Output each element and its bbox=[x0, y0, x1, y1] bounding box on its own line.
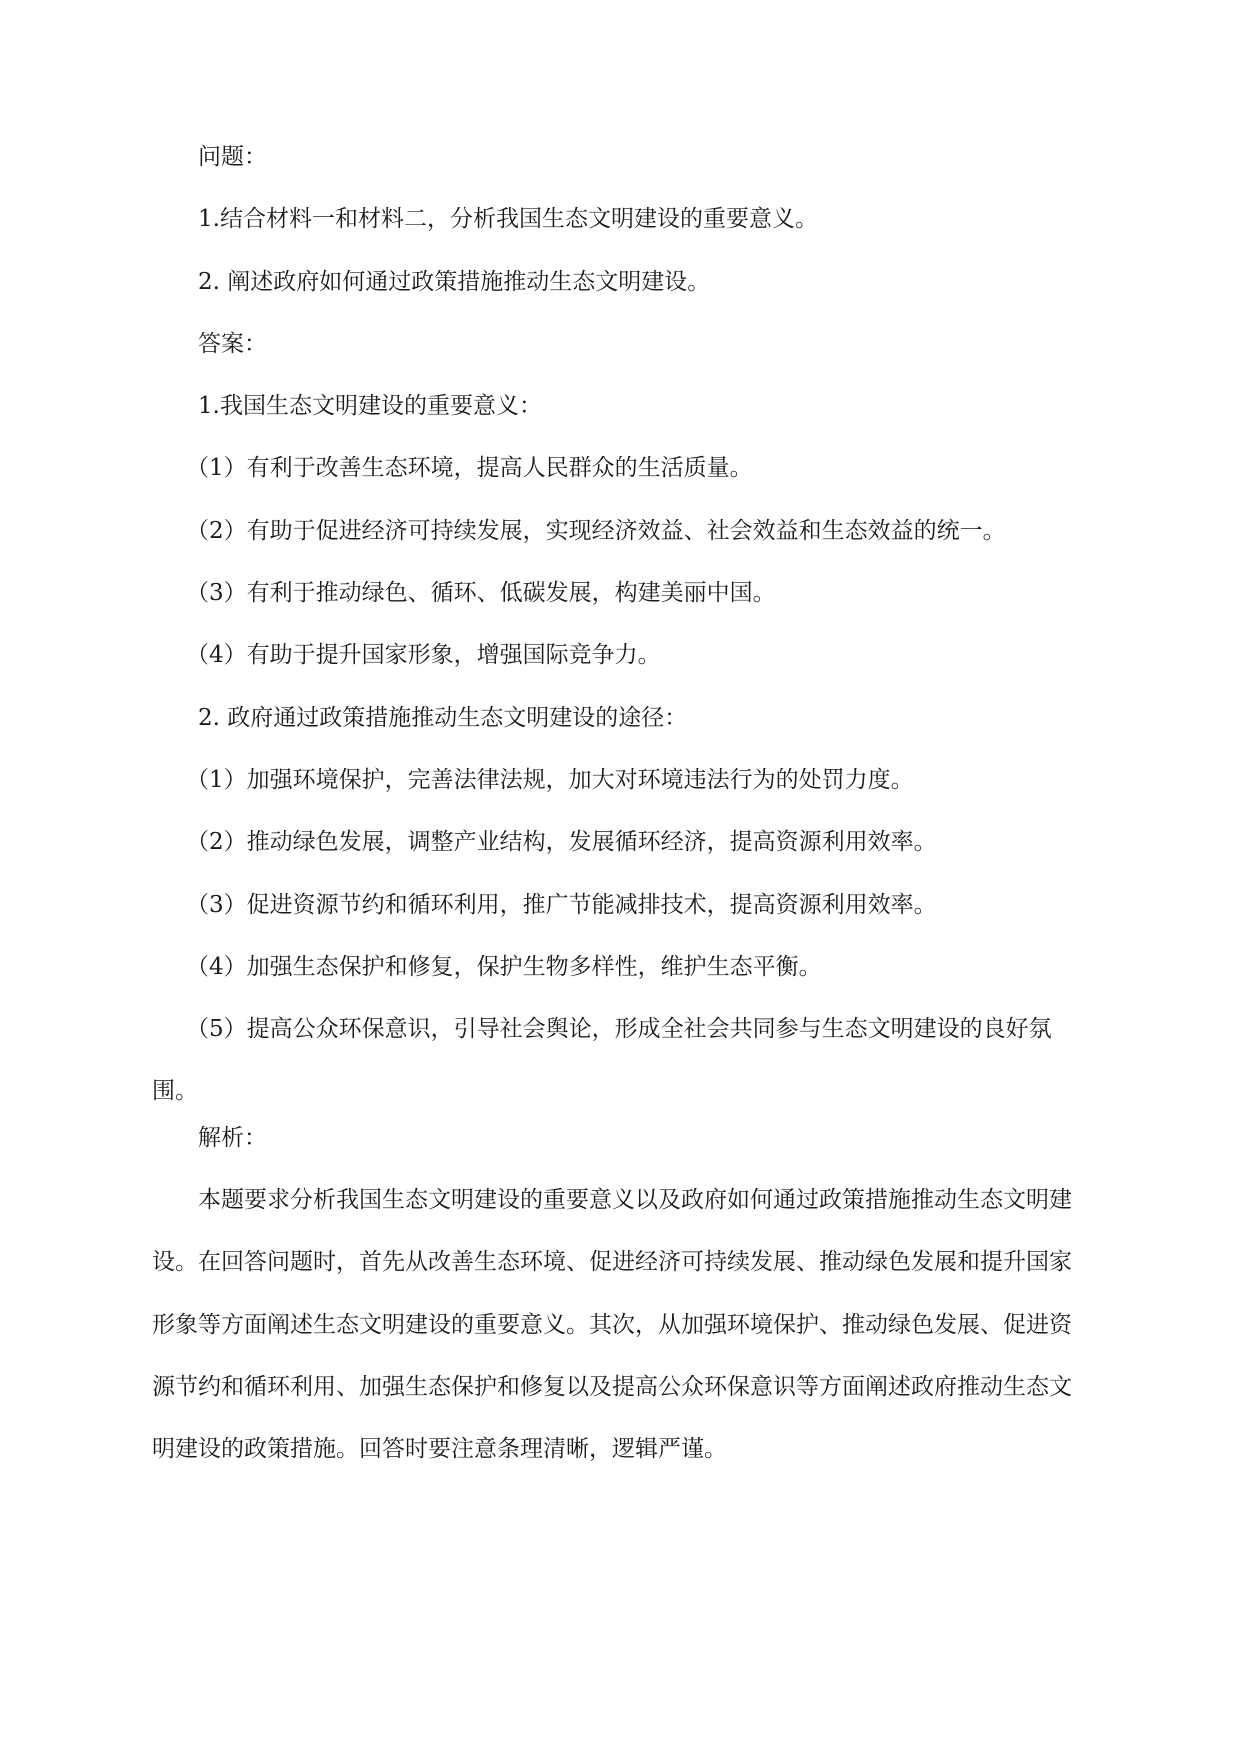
answer-1-item-4: （4）有助于提升国家形象，增强国际竞争力。 bbox=[186, 642, 661, 669]
answer-2-item-1: （1）加强环境保护，完善法律法规，加大对环境违法行为的处罚力度。 bbox=[186, 766, 914, 793]
question-heading: 问题： bbox=[198, 144, 267, 170]
analysis-paragraph: 本题要求分析我国生态文明建设的重要意义以及政府如何通过政策措施推动生态文明建设。在回答问题时，首先从改善生态环境、促进经济可持续发展、推动绿色发展和提升国家形象等方面阐述生态文明建设的重要意义。其次，从加强环境保护、推动绿色发展、促进资源节约和循环利用、加强生态保护和修复以及提高公众环保意识等方面阐述政府推动生态文明建设的政策措施。回答时要注意条理清晰，逻辑严谨。 bbox=[152, 1187, 1072, 1463]
answer-2-item-2: （2）推动绿色发展，调整产业结构，发展循环经济，提高资源利用效率。 bbox=[186, 829, 937, 856]
answer-2-item-4: （4）加强生态保护和修复，保护生物多样性，维护生态平衡。 bbox=[186, 953, 822, 980]
question-1: 1.结合材料一和材料二，分析我国生态文明建设的重要意义。 bbox=[198, 206, 818, 233]
answer-1-item-2: （2）有助于促进经济可持续发展，实现经济效益、社会效益和生态效益的统一。 bbox=[186, 517, 1006, 544]
answer-2-item-5-wrapper bbox=[152, 998, 1092, 1123]
answer-1-item-1: （1）有利于改善生态环境，提高人民群众的生活质量。 bbox=[186, 455, 753, 482]
answer-2-item-5: （5）提高公众环保意识，引导社会舆论，形成全社会共同参与生态文明建设的良好氛围。 bbox=[152, 1016, 1052, 1105]
document-content bbox=[152, 142, 1092, 1481]
answer-heading: 答案： bbox=[198, 330, 267, 357]
answer-2-title: 2. 政府通过政策措施推动生态文明建设的途径： bbox=[198, 704, 688, 731]
question-2: 2. 阐述政府如何通过政策措施推动生态文明建设。 bbox=[198, 268, 711, 295]
analysis-paragraph-wrapper bbox=[152, 1169, 1092, 1480]
analysis-heading: 解析： bbox=[198, 1124, 267, 1151]
answer-1-title: 1.我国生态文明建设的重要意义： bbox=[198, 393, 542, 420]
answer-2-item-3: （3）促进资源节约和循环利用，推广节能减排技术，提高资源利用效率。 bbox=[186, 891, 937, 918]
answer-1-item-3: （3）有利于推动绿色、循环、低碳发展，构建美丽中国。 bbox=[186, 580, 776, 607]
